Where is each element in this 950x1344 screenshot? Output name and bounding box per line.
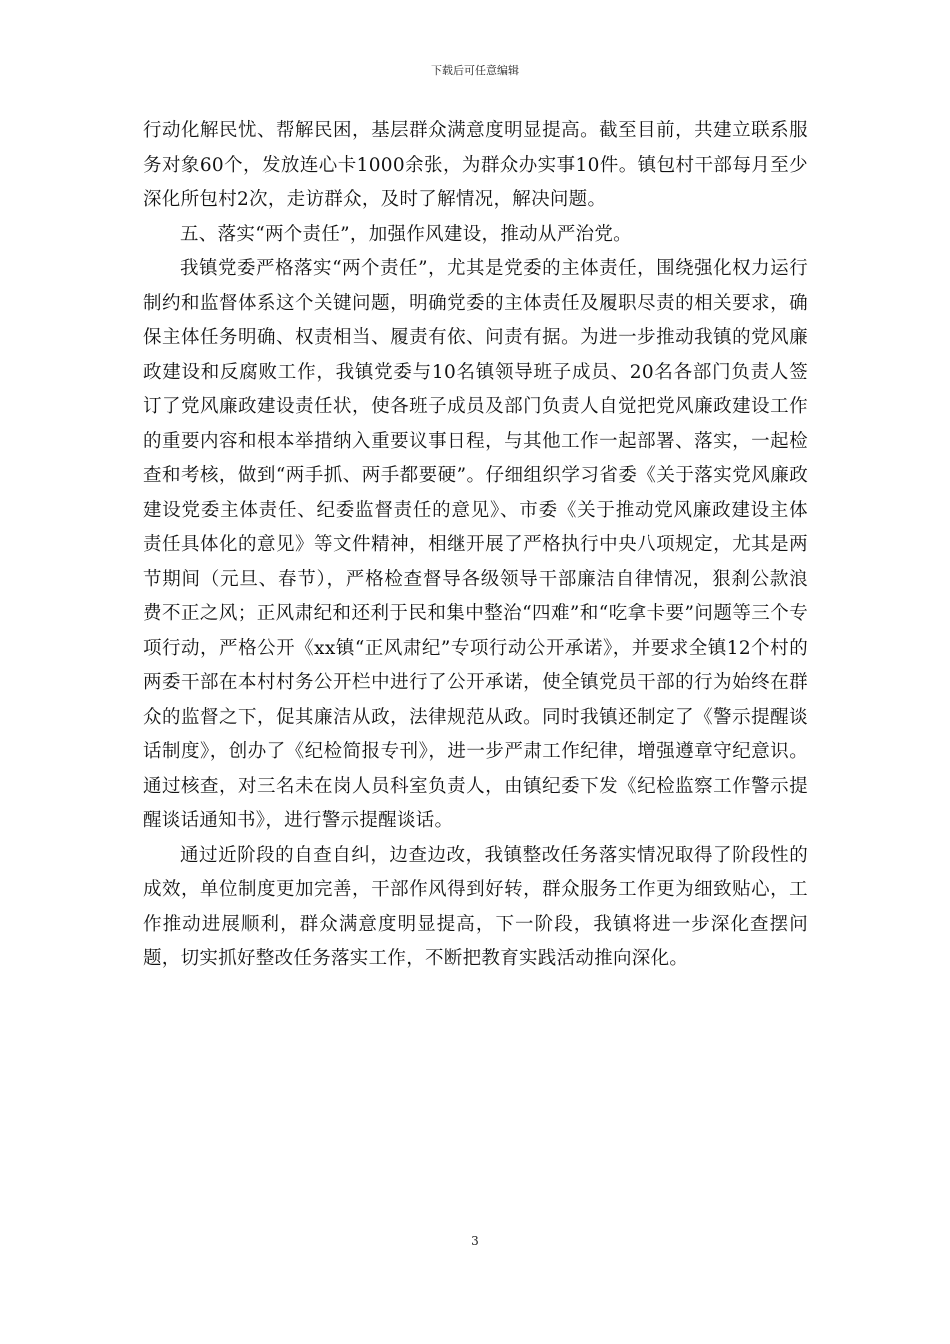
paragraph-responsibilities: 我镇党委严格落实“两个责任”，尤其是党委的主体责任，围绕强化权力运行制约和监督体系这个关键问题，明确党委的主体责任及履职尽责的相关要求，确保主体任务明确、权责相当、履责有依、问责有据。为进一步推动我镇的党风廉政建设和反腐败工作，我镇党委与10名镇领导班子成员、20名各部门负责人签订了党风廉政建设责任状，使各班子成员及部门负责人自觉把党风廉政建设工作的重要内容和根本举措纳入重要议事日程，与其他工作一起部署、落实，一起检查和考核，做到“两手抓、两手都要硬”。仔细组织学习省委《关于落实党风廉政建设党委主体责任、纪委监督责任的意见》、市委《关于推动党风廉政建设主体责任具体化的意见》等文件精神，相继开展了严格执行中央八项规定，尤其是两节期间（元旦、春节），严格检查督导各级领导干部廉洁自律情况，狠刹公款浪费不正之风；正风肃纪和还利于民和集中整治“四难”和“吃拿卡要”问题等三个专项行动，严格公开《xx镇“正风肃纪”专项行动公开承诺》，并要求全镇12个村的两委干部在本村村务公开栏中进行了公开承诺，使全镇党员干部的行为始终在群众的监督之下，促其廉洁从政，法律规范从政。同时我镇还制定了《警示提醒谈话制度》，创办了《纪检简报专刊》，进一步严肃工作纪律，增强遵章守纪意识。通过核查，对三名未在岗人员科室负责人，由镇纪委下发《纪检监察工作警示提醒谈话通知书》，进行警示提醒谈话。 bbox=[143, 258, 808, 831]
document-body bbox=[143, 114, 808, 977]
paragraph-conclusion: 通过近阶段的自查自纠，边查边改，我镇整改任务落实情况取得了阶段性的成效，单位制度更加完善，干部作风得到好转，群众服务工作更为细致贴心，工作推动进展顺利，群众满意度明显提高，下一阶段，我镇将进一步深化查摆问题，切实抓好整改任务落实工作，不断把教育实践活动推向深化。 bbox=[143, 844, 808, 969]
section-heading: 五、落实“两个责任”，加强作风建设，推动从严治党。 bbox=[180, 223, 632, 245]
paragraph-continued: 行动化解民忧、帮解民困，基层群众满意度明显提高。截至目前，共建立联系服务对象60个，发放连心卡1000余张，为群众办实事10件。镇包村干部每月至少深化所包村2次，走访群众，及时了解情况，解决问题。 bbox=[143, 120, 808, 210]
page-number: 3 bbox=[471, 1234, 479, 1248]
page-header: 下载后可任意编辑 bbox=[431, 64, 519, 77]
